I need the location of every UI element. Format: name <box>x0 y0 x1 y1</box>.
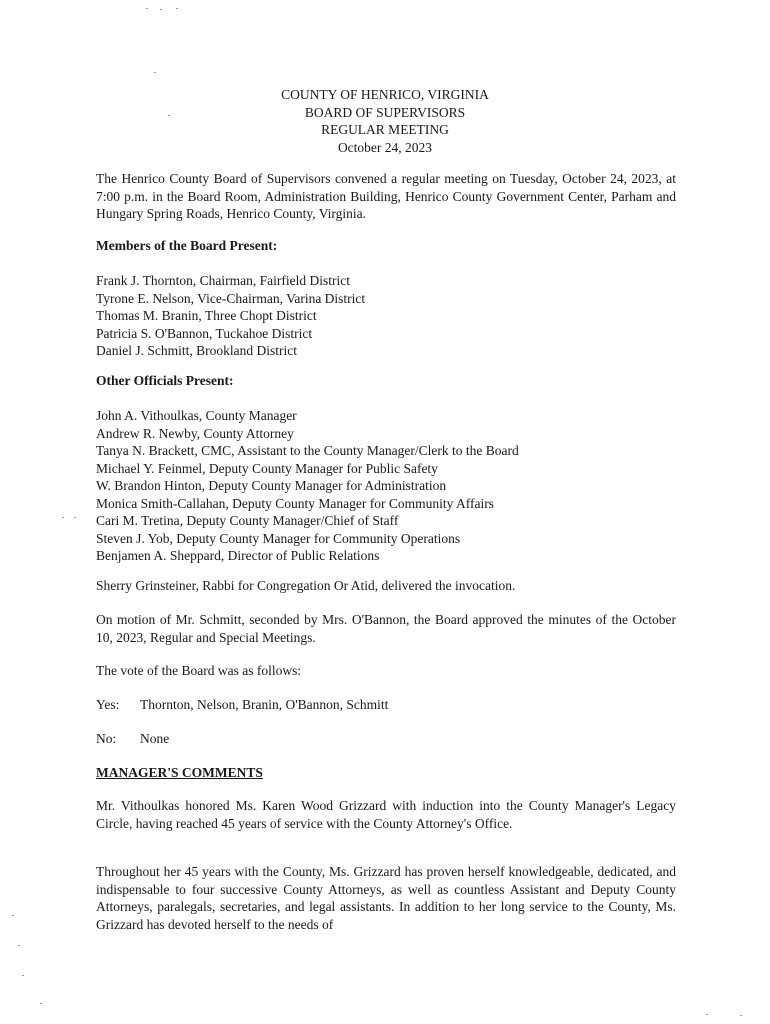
official-item: Tanya N. Brackett, CMC, Assistant to the County Manager/Clerk to the Board <box>96 443 519 458</box>
scan-speck <box>40 1003 42 1004</box>
scan-speck <box>154 72 156 73</box>
meeting-date: October 24, 2023 <box>337 139 433 155</box>
vote-yes-row <box>96 696 676 714</box>
scan-speck <box>176 8 178 9</box>
scan-speck <box>740 1015 742 1016</box>
managers-comments-paragraph-1: Mr. Vithoulkas honored Ms. Karen Wood Grizzard with induction into the County Manager's Legacy Circle, having reached 45 years of service with the County Attorney's Office. <box>96 798 676 831</box>
scan-speck <box>18 945 20 946</box>
county-title: COUNTY OF HENRICO, VIRGINIA <box>281 87 489 102</box>
managers-comments-paragraph-2: Throughout her 45 years with the County, Ms. Grizzard has proven herself knowledgeable, dedicated, and indispensable to four successive County Attorneys, as well as countless Assistant and Deputy County Attorneys, paralegals, secretaries, and legal assistants. In addition to her long service to the County, Ms. Grizzard has devoted herself to the needs of <box>96 864 676 932</box>
official-item: W. Brandon Hinton, Deputy County Manager for Administration <box>96 478 447 493</box>
official-item: Benjamen A. Sheppard, Director of Public Relations <box>96 548 380 563</box>
vote-no-label: No: <box>96 731 117 746</box>
vote-no-row <box>96 730 676 748</box>
invocation-paragraph: Sherry Grinsteiner, Rabbi for Congregation Or Atid, delivered the invocation. <box>96 578 516 593</box>
members-heading: Members of the Board Present: <box>96 238 278 253</box>
minutes-motion-paragraph: On motion of Mr. Schmitt, seconded by Mrs. O'Bannon, the Board approved the minutes of the October 10, 2023, Regular and Special Meetings. <box>96 612 676 645</box>
vote-yes-label: Yes: <box>96 697 120 712</box>
official-item: Michael Y. Feinmel, Deputy County Manager for Public Safety <box>96 460 438 476</box>
scan-speck <box>12 915 14 916</box>
member-item: Patricia S. O'Bannon, Tuckahoe District <box>96 325 313 341</box>
scan-speck <box>22 975 24 976</box>
members-list <box>96 272 676 360</box>
document-header <box>0 86 770 156</box>
scan-speck <box>146 8 148 9</box>
scan-speck <box>74 517 76 518</box>
member-item: Tyrone E. Nelson, Vice-Chairman, Varina District <box>96 290 366 306</box>
official-item: Monica Smith-Callahan, Deputy County Manager for Community Affairs <box>96 495 494 511</box>
officials-list <box>96 407 676 565</box>
scan-speck <box>62 517 64 518</box>
official-item: John A. Vithoulkas, County Manager <box>96 408 297 423</box>
official-item: Steven J. Yob, Deputy County Manager for Community Operations <box>96 530 461 546</box>
member-item: Frank J. Thornton, Chairman, Fairfield District <box>96 273 350 288</box>
scan-speck <box>706 1014 708 1015</box>
scan-speck <box>160 9 162 10</box>
member-item: Thomas M. Branin, Three Chopt District <box>96 308 317 323</box>
intro-paragraph: The Henrico County Board of Supervisors convened a regular meeting on Tuesday, October 24, 2023, at 7:00 p.m. in the Board Room, Administration Building, Henrico County Government Center, Parham and Hungary Spring Roads, Henrico County, Virginia. <box>96 171 676 221</box>
vote-yes-names: Thornton, Nelson, Branin, O'Bannon, Schmitt <box>140 697 389 712</box>
vote-intro: The vote of the Board was as follows: <box>96 663 302 678</box>
official-item: Cari M. Tretina, Deputy County Manager/Chief of Staff <box>96 513 399 528</box>
managers-comments-heading: MANAGER'S COMMENTS <box>96 765 263 780</box>
official-item: Andrew R. Newby, County Attorney <box>96 425 294 441</box>
meeting-type: REGULAR MEETING <box>321 122 449 137</box>
officials-heading: Other Officials Present: <box>96 373 234 388</box>
vote-no-names: None <box>140 731 170 746</box>
board-title: BOARD OF SUPERVISORS <box>304 104 466 120</box>
member-item: Daniel J. Schmitt, Brookland District <box>96 343 297 358</box>
